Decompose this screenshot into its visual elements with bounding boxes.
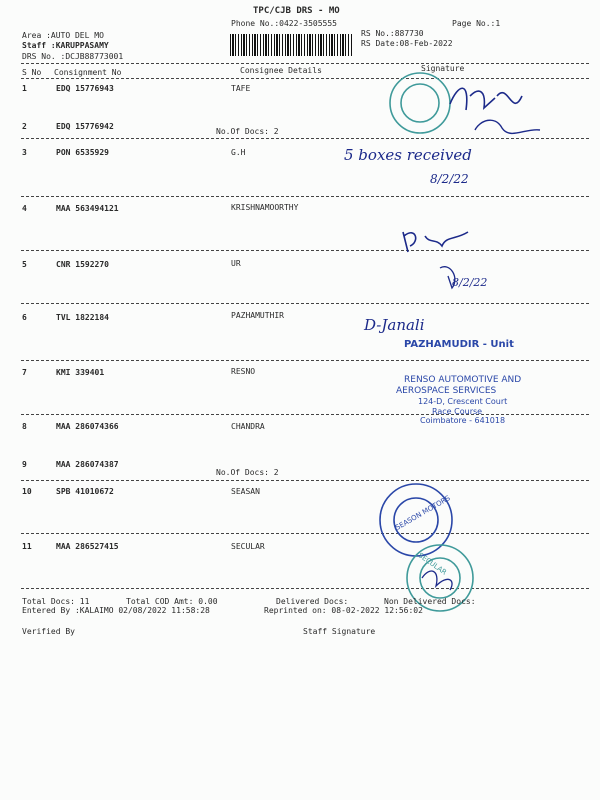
stamp-row7-line2: AEROSPACE SERVICES bbox=[396, 386, 497, 396]
total-docs: Total Docs: 11 bbox=[22, 597, 90, 606]
row-consignee: G.H bbox=[231, 148, 246, 157]
round-stamp-row1 bbox=[390, 73, 450, 133]
row-consignment: MAA 286074366 bbox=[56, 422, 119, 431]
row-consignment: PON 6535929 bbox=[56, 148, 109, 157]
row-consignee: KRISHNAMOORTHY bbox=[231, 203, 299, 212]
row-consignee: SECULAR bbox=[231, 542, 265, 551]
row-sno: 11 bbox=[22, 542, 32, 551]
column-header-consignee: Consignee Details bbox=[240, 66, 322, 75]
stamp-row7-line3: 124-D, Crescent Court bbox=[418, 397, 508, 406]
area-label: Area :AUTO DEL MO bbox=[22, 31, 104, 40]
row-sno: 2 bbox=[22, 122, 27, 131]
row-note: No.Of Docs: 2 bbox=[216, 127, 279, 136]
row-consignment: MAA 286527415 bbox=[56, 542, 119, 551]
stamp-row7-line1: RENSO AUTOMOTIVE AND bbox=[404, 375, 522, 385]
staff-signature: Staff Signature bbox=[303, 627, 376, 636]
verified-by: Verified By bbox=[22, 627, 75, 636]
row-note: No.Of Docs: 2 bbox=[216, 468, 279, 477]
row-consignment: CNR 1592270 bbox=[56, 260, 109, 269]
row-consignee: SEASAN bbox=[231, 487, 260, 496]
non-delivered-docs: Non Delivered Docs: bbox=[384, 597, 476, 606]
handwritten-date-row3: 8/2/22 bbox=[430, 172, 469, 186]
reprinted-on: Reprinted on: 08-02-2022 12:56:02 bbox=[264, 606, 423, 615]
document-title: TPC/CJB DRS - MO bbox=[253, 6, 340, 16]
column-header-signature: Signature bbox=[421, 64, 465, 73]
column-header-sno: S No bbox=[22, 68, 42, 77]
row-sno: 4 bbox=[22, 204, 27, 213]
row-sno: 7 bbox=[22, 368, 27, 377]
phone-number: Phone No.:0422-3505555 bbox=[231, 19, 337, 28]
handwritten-note-row3: 5 boxes received bbox=[344, 146, 472, 164]
row-sno: 8 bbox=[22, 422, 27, 431]
row-consignment: TVL 1822184 bbox=[56, 313, 109, 322]
row-consignee: PAZHAMUTHIR bbox=[231, 311, 284, 320]
column-header-consignment: Consignment No bbox=[54, 68, 122, 77]
signature-row2 bbox=[475, 120, 540, 133]
row-consignment: EDQ 15776943 bbox=[56, 84, 114, 93]
stamp-row7-line5: Coimbatore - 641018 bbox=[420, 416, 506, 425]
rs-date: RS Date:08-Feb-2022 bbox=[361, 39, 453, 48]
row-sno: 6 bbox=[22, 313, 27, 322]
row-sno: 5 bbox=[22, 260, 27, 269]
handwritten-date-row5: 8/2/22 bbox=[452, 276, 488, 289]
rs-number: RS No.:887730 bbox=[361, 29, 424, 38]
entered-by: Entered By :KALAIMO 02/08/2022 11:58:28 bbox=[22, 606, 210, 615]
handwritten-signature-row6: D-Janali bbox=[364, 316, 425, 334]
delivered-docs: Delivered Docs: bbox=[276, 597, 349, 606]
page-number: Page No.:1 bbox=[452, 19, 501, 28]
row-consignee: TAFE bbox=[231, 84, 251, 93]
signature-row11 bbox=[422, 571, 452, 590]
row-consignee: UR bbox=[231, 259, 241, 268]
drs-number: DRS No. :DCJB88773001 bbox=[22, 52, 124, 61]
row-consignment: MAA 286074387 bbox=[56, 460, 119, 469]
stamp-row11-text: SECULAR bbox=[416, 551, 448, 577]
staff-label: Staff :KARUPPASAMY bbox=[22, 41, 109, 50]
row-sno: 10 bbox=[22, 487, 32, 496]
row-consignee: RESNO bbox=[231, 367, 256, 376]
row-consignment: SPB 41010672 bbox=[56, 487, 114, 496]
row-consignee: CHANDRA bbox=[231, 422, 265, 431]
row-consignment: EDQ 15776942 bbox=[56, 122, 114, 131]
total-cod-amount: Total COD Amt: 0.00 bbox=[126, 597, 218, 606]
stamp-row7-line4: Race Course bbox=[432, 407, 483, 416]
stamp-row10-text: SEASON MOTORS bbox=[394, 494, 452, 532]
row-consignment: MAA 563494121 bbox=[56, 204, 119, 213]
signature-row1 bbox=[450, 88, 522, 110]
signature-row4 bbox=[403, 232, 468, 252]
row-consignment: KMI 339401 bbox=[56, 368, 105, 377]
row-sno: 9 bbox=[22, 460, 27, 469]
row-sno: 3 bbox=[22, 148, 27, 157]
row-sno: 1 bbox=[22, 84, 27, 93]
stamp-row6: PAZHAMUDIR - Unit bbox=[404, 339, 514, 350]
